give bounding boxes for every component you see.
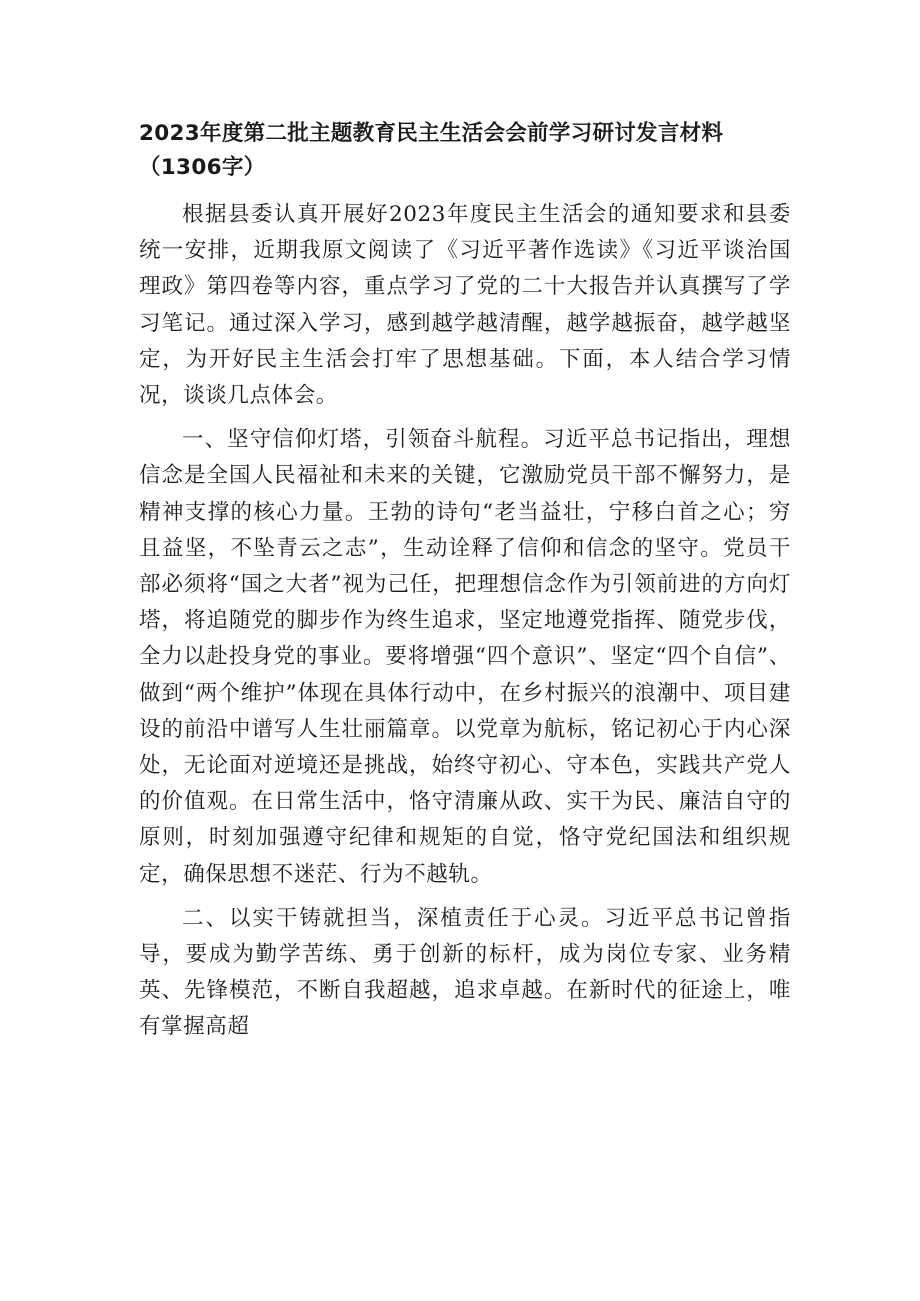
paragraph-section-two: 二、以实干铸就担当，深植责任于心灵。习近平总书记曾指导，要成为勤学苦练、勇于创新的标杆，成为岗位专家、业务精英、先锋模范，不断自我超越，追求卓越。在新时代的征途上，唯有掌握高超	[139, 905, 791, 1040]
document-title: 2023年度第二批主题教育民主生活会会前学习研讨发言材料（1306字）	[139, 121, 724, 180]
paragraph-section-one: 一、坚守信仰灯塔，引领奋斗航程。习近平总书记指出，理想信念是全国人民福祉和未来的关键，它激励党员干部不懈努力，是精神支撑的核心力量。王勃的诗句“老当益壮，宁移白首之心；穷且益坚，不坠青云之志”，生动诠释了信仰和信念的坚守。党员干部必须将“国之大者”视为己任，把理想信念作为引领前进的方向灯塔，将追随党的脚步作为终生追求，坚定地遵党指挥、随党步伐，全力以赴投身党的事业。要将增强“四个意识”、坚定“四个自信”、做到“两个维护”体现在具体行动中，在乡村振兴的浪潮中、项目建设的前沿中谱写人生壮丽篇章。以党章为航标，铭记初心于内心深处，无论面对逆境还是挑战，始终守初心、守本色，实践共产党人的价值观。在日常生活中，恪守清廉从政、实干为民、廉洁自守的原则，时刻加强遵守纪律和规矩的自觉，恪守党纪国法和组织规定，确保思想不迷茫、行为不越轨。	[139, 427, 791, 887]
document-page	[139, 117, 791, 1054]
paragraph-intro: 根据县委认真开展好2023年度民主生活会的通知要求和县委统一安排，近期我原文阅读了《习近平著作选读》《习近平谈治国理政》第四卷等内容，重点学习了党的二十大报告并认真撰写了学习笔记。通过深入学习，感到越学越清醒，越学越振奋，越学越坚定，为开好民主生活会打牢了思想基础。下面，本人结合学习情况，谈谈几点体会。	[139, 202, 791, 409]
